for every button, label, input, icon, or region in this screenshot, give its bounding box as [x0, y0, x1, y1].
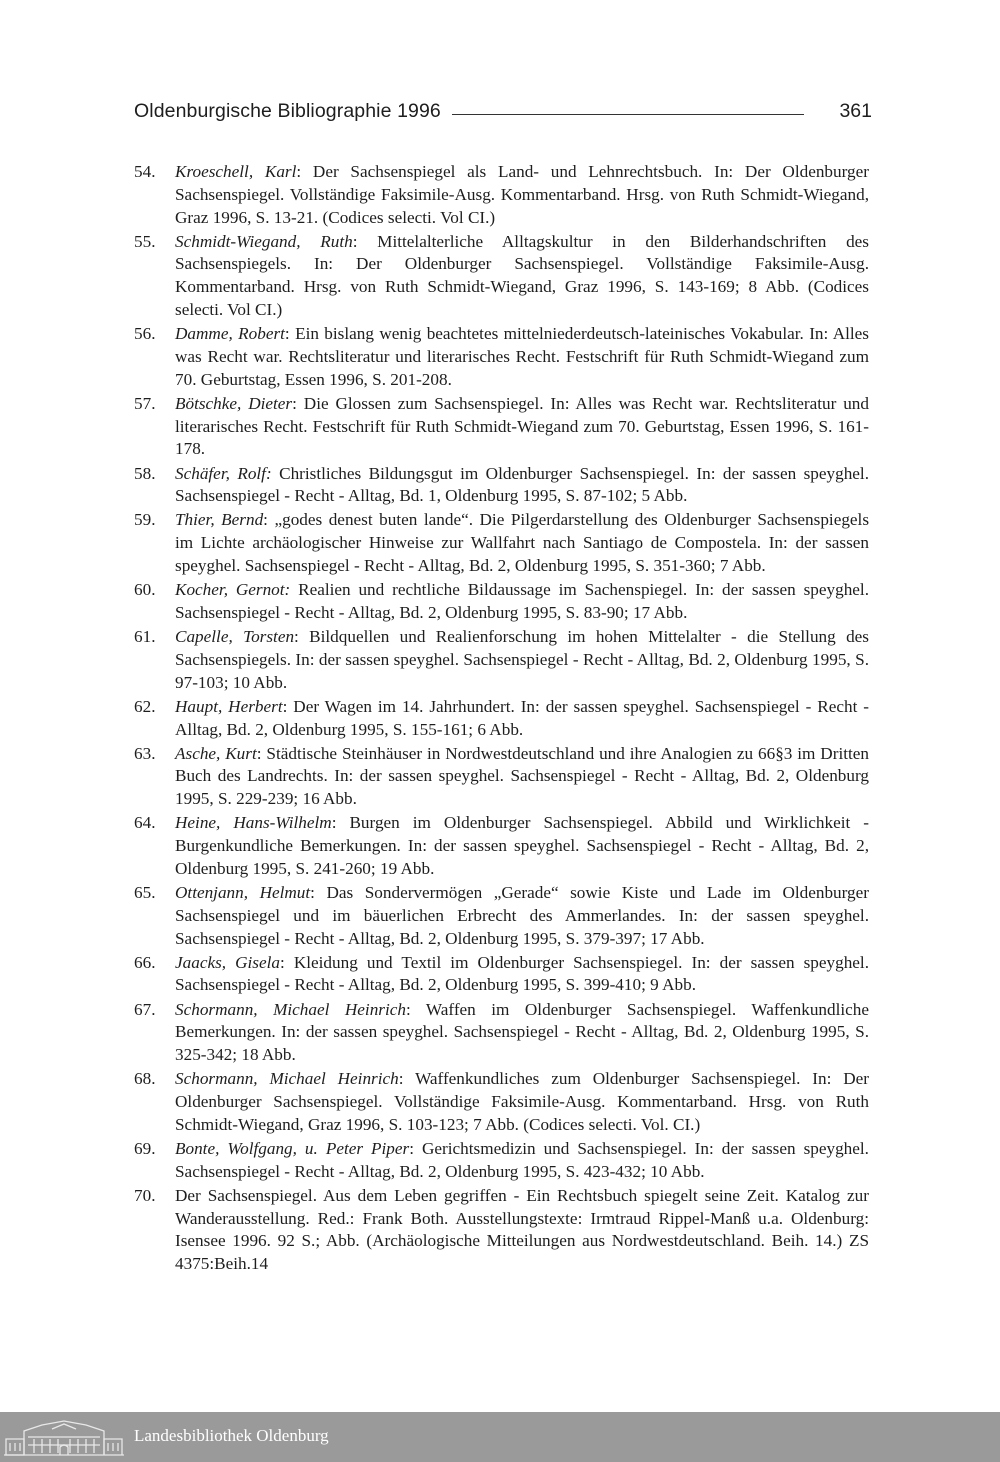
entry-author: Haupt, Herbert [175, 696, 283, 716]
bibliography-entry [134, 626, 869, 694]
bibliography-entry [134, 323, 869, 391]
page-title: Oldenburgische Bibliographie 1996 [134, 100, 441, 122]
bibliography-entry [134, 743, 869, 811]
entry-number: 69. [134, 1138, 156, 1158]
bibliography-entry [134, 696, 869, 742]
page-number: 361 [839, 100, 872, 122]
footer-band [0, 1412, 1000, 1462]
entry-number: 59. [134, 510, 156, 530]
entry-number: 67. [134, 999, 156, 1019]
entry-text: : Ein bislang wenig beachtetes mittelniederdeutsch-lateinisches Vokabular. In: Alles was Recht war. Rechtsliteratur und literarisches Recht. Festschrift für Ruth Schmidt-Wiegand zum 70. Geburtstag, Essen 1996, S. 201-208. [175, 324, 869, 389]
entry-author: Schormann, Michael Heinrich [175, 1069, 399, 1089]
entry-text: : Das Sondervermögen „Gerade“ sowie Kiste und Lade im Oldenburger Sachsenspiegel und im bäuerlichen Erbrecht des Ammerlandes. In: der sassen speyghel. Sachsenspiegel - Recht - Alltag, Bd. 2, Oldenburg 1995, S. 379-397; 17 Abb. [175, 882, 869, 948]
entry-author: Capelle, Torsten [175, 627, 295, 647]
bibliography-entry [134, 812, 869, 880]
bibliography-entry [134, 882, 869, 950]
entry-author: Asche, Kurt [175, 743, 257, 763]
entry-text: : Bildquellen und Realienforschung im hohen Mittelalter - die Stellung des Sachsenspiegels. In: der sassen speyghel. Sachsenspiegel - Recht - Alltag, Bd. 2, Oldenburg 1995, S. 97-103; 10 Abb. [175, 627, 869, 692]
entry-text: Realien und rechtliche Bildaussage im Sachenspiegel. In: der sassen speyghel. Sachsenspiegel - Recht - Alltag, Bd. 2, Oldenburg 1995, S. 83-90; 17 Abb. [175, 580, 869, 622]
entry-author: Damme, Robert [175, 324, 285, 344]
entry-number: 66. [134, 952, 156, 972]
entry-text: : Städtische Steinhäuser in Nordwestdeutschland und ihre Analogien zu 66§3 im Dritten Buch des Landrechts. In: der sassen speyghel. Sachsenspiegel - Recht - Alltag, Bd. 2, Oldenburg 1995, S. 229-239; 16 Abb. [175, 743, 869, 809]
entry-text: : Der Sachsenspiegel als Land- und Lehnrechtsbuch. In: Der Oldenburger Sachsenspiegel. Vollständige Faksimile-Ausg. Kommentarband. Hrsg. von Ruth Schmidt-Wiegand, Graz 1996, S. 13-21. (Codices selecti. Vol CI.) [175, 162, 869, 227]
entry-text: : Waffen im Oldenburger Sachsenspiegel. Waffenkundliche Bemerkungen. In: der sassen speyghel. Sachsenspiegel - Recht - Alltag, Bd. 2, Oldenburg 1995, S. 325-342; 18 Abb. [175, 999, 870, 1065]
bibliography-entry [134, 579, 869, 625]
entry-author: Schmidt-Wiegand, Ruth [175, 231, 353, 251]
entry-number: 60. [134, 580, 156, 600]
entry-author: Bonte, Wolfgang, u. Peter Piper [175, 1138, 410, 1158]
entry-text: : Gerichtsmedizin und Sachsenspiegel. In: der sassen speyghel. Sachsenspiegel - Recht - Alltag, Bd. 2, Oldenburg 1995, S. 423-432; 10 Abb. [175, 1138, 869, 1181]
entry-text: : „godes denest buten lande“. Die Pilgerdarstellung des Oldenburger Sachsenspiegels im Lichte archäologischer Hinweise zur Wallfahrt nach Santiago de Compostela. In: der sassen speyghel. Sachsenspiegel - Recht - Alltag, Bd. 2, Oldenburg 1995, S. 351-360; 7 Abb. [175, 510, 870, 576]
bibliography-entry [134, 161, 869, 229]
entry-text: : Der Wagen im 14. Jahrhundert. In: der sassen speyghel. Sachsenspiegel - Recht - Alltag, Bd. 2, Oldenburg 1995, S. 155-161; 6 Abb. [175, 696, 869, 739]
entry-author: Kroeschell, Karl [175, 162, 297, 181]
entry-number: 64. [134, 813, 156, 833]
entry-text: Der Sachsenspiegel. Aus dem Leben gegriffen - Ein Rechtsbuch spiegelt seine Zeit. Katalog zur Wanderausstellung. Red.: Frank Both. Ausstellungstexte: Irmtraud Rippel-Manß u.a. Oldenburg: Isensee 1996. 92 S.; Abb. (Archäologische Mitteilungen aus Nordwestdeutschland. Beih. 14.) ZS 4375:Beih.14 [175, 1185, 869, 1274]
entry-number: 68. [134, 1069, 156, 1089]
entry-number: 61. [134, 627, 156, 647]
entry-text: Christliches Bildungsgut im Oldenburger Sachsenspiegel. In: der sassen speyghel. Sachsenspiegel - Recht - Alltag, Bd. 1, Oldenburg 1995, S. 87-102; 5 Abb. [175, 463, 869, 506]
bibliography-entry [134, 999, 869, 1067]
entry-number: 70. [134, 1185, 156, 1205]
entry-author: Kocher, Gernot: [175, 580, 291, 600]
bibliography-entry [134, 1138, 869, 1184]
entry-author: Schormann, Michael Heinrich [175, 999, 406, 1019]
entry-number: 58. [134, 463, 156, 483]
entry-author: Schäfer, Rolf: [175, 463, 272, 483]
entry-text: : Burgen im Oldenburger Sachsenspiegel. Abbild und Wirklichkeit - Burgenkundliche Bemerkungen. In: der sassen speyghel. Sachsenspiegel - Recht - Alltag, Bd. 2, Oldenburg 1995, S. 241-260; 19 Abb. [175, 813, 869, 878]
bibliography-entry [134, 231, 869, 322]
entry-number: 62. [134, 696, 156, 716]
entry-number: 63. [134, 743, 156, 763]
entry-author: Bötschke, Dieter [175, 393, 293, 413]
bibliography-entry [134, 509, 869, 577]
entry-number: 65. [134, 882, 156, 902]
entry-text: : Kleidung und Textil im Oldenburger Sachsenspiegel. In: der sassen speyghel. Sachsenspiegel - Recht - Alltag, Bd. 2, Oldenburg 1995, S. 399-410; 9 Abb. [175, 952, 869, 995]
entry-number: 55. [134, 231, 156, 251]
entry-author: Thier, Bernd [175, 510, 264, 530]
library-building-icon [4, 1417, 124, 1457]
entry-number: 54. [134, 162, 156, 181]
bibliography-list [134, 161, 869, 1277]
bibliography-entry [134, 463, 869, 509]
page-header [134, 100, 872, 130]
entry-text: : Die Glossen zum Sachsenspiegel. In: Alles was Recht war. Rechtsliteratur und literarisches Recht. Festschrift für Ruth Schmidt-Wiegand zum 70. Geburtstag, Essen 1996, S. 161-178. [175, 393, 869, 459]
entry-text: : Waffenkundliches zum Oldenburger Sachsenspiegel. In: Der Oldenburger Sachsenspiegel. Vollständige Faksimile-Ausg. Kommentarband. Hrsg. von Ruth Schmidt-Wiegand, Graz 1996, S. 103-123; 7 Abb. (Codices selecti. Vol. CI.) [175, 1069, 869, 1134]
header-rule [452, 114, 804, 115]
entry-author: Heine, Hans-Wilhelm [175, 813, 332, 833]
library-name: Landesbibliothek Oldenburg [134, 1426, 329, 1445]
entry-number: 57. [134, 393, 156, 413]
bibliography-entry [134, 1068, 869, 1136]
entry-text: : Mittelalterliche Alltagskultur in den Bilderhandschriften des Sachsenspiegels. In: Der Oldenburger Sachsenspiegel. Vollständige Faksimile-Ausg. Kommentarband. Hrsg. von Ruth Schmidt-Wiegand, Graz 1996, S. 143-169; 8 Abb. (Codices selecti. Vol CI.) [175, 231, 869, 320]
bibliography-entry [134, 393, 869, 461]
entry-number: 56. [134, 324, 156, 344]
entry-author: Jaacks, Gisela [175, 952, 280, 972]
bibliography-entry [134, 1185, 869, 1276]
entry-author: Ottenjann, Helmut [175, 882, 311, 902]
bibliography-entry [134, 952, 869, 998]
